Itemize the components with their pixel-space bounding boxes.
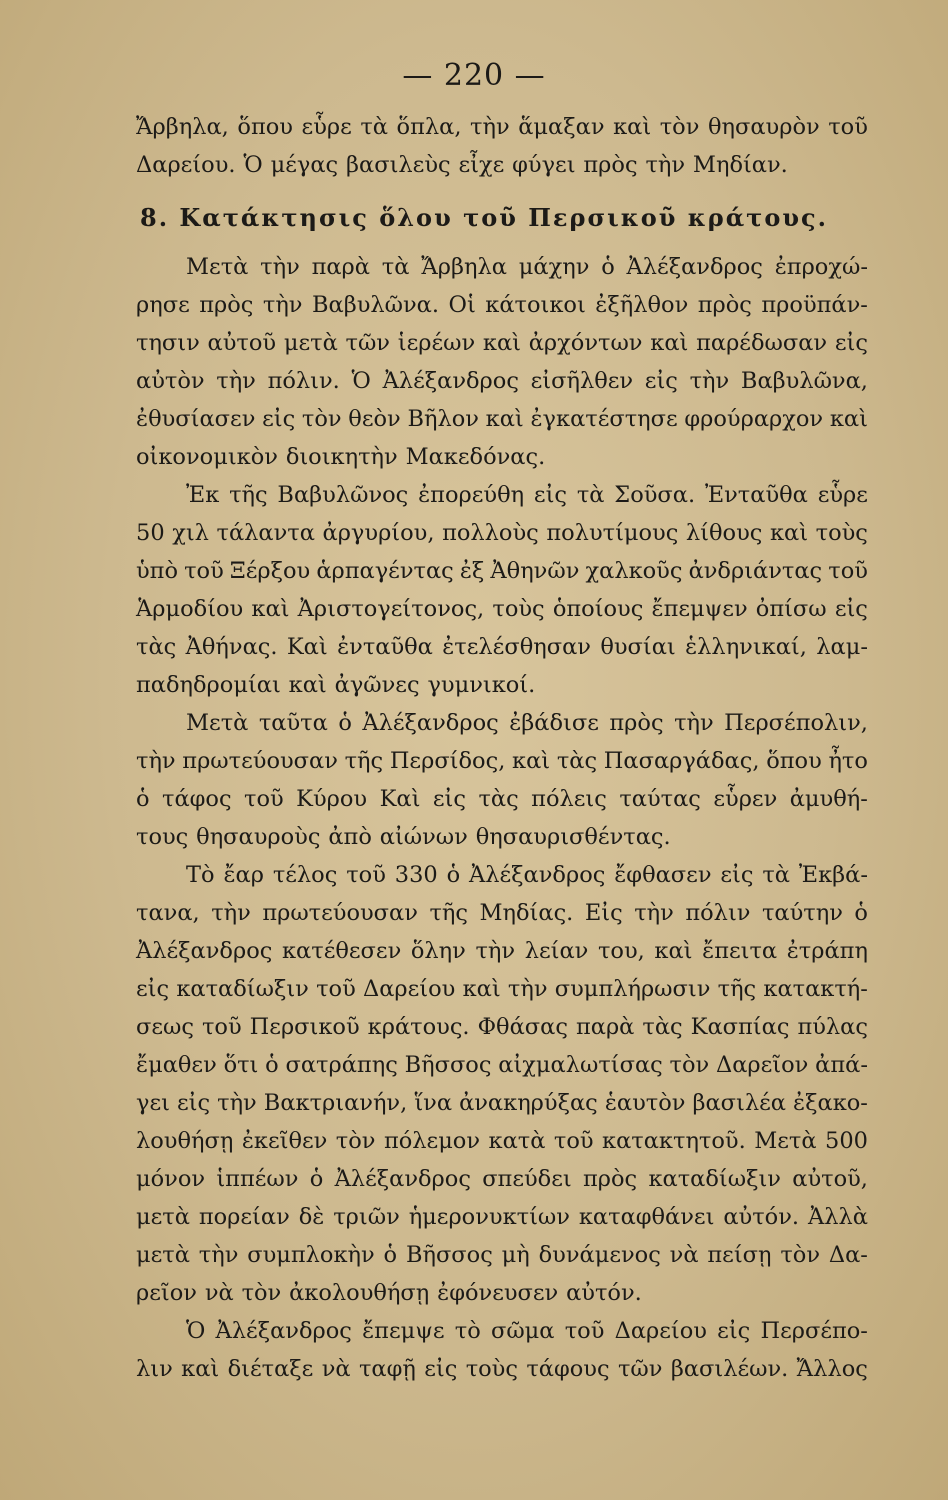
text-line: τὴν πρωτεύουσαν τῆς Περσίδος, καὶ τὰς Πασαργάδας, ὅπου ἦτο (136, 748, 868, 774)
text-line: εἰς καταδίωξιν τοῦ Δαρείου καὶ τὴν συμπλήρωσιν τῆς κατακτή- (136, 976, 868, 1002)
text-line: ὑπὸ τοῦ Ξέρξου ἁρπαγέντας ἐξ Ἀθηνῶν χαλκοῦς ἀνδριάντας τοῦ (136, 558, 868, 584)
text-line: τανα, τὴν πρωτεύουσαν τῆς Μηδίας. Εἰς τὴν πόλιν ταύτην ὁ (136, 900, 868, 926)
text-line: τησιν αὐτοῦ μετὰ τῶν ἱερέων καὶ ἀρχόντων καὶ παρέδωσαν εἰς (136, 330, 868, 356)
text-line: Μετὰ τὴν παρὰ τὰ Ἄρβηλα μάχην ὁ Ἀλέξανδρος ἐπροχώ- (186, 254, 868, 280)
text-line: λιν καὶ διέταξε νὰ ταφῇ εἰς τοὺς τάφους τῶν βασιλέων. Ἄλλος (136, 1356, 868, 1382)
text-line: Τὸ ἔαρ τέλος τοῦ 330 ὁ Ἀλέξανδρος ἔφθασεν εἰς τὰ Ἐκβά- (186, 862, 868, 888)
paragraph (136, 476, 868, 704)
text-line: Ἁρμοδίου καὶ Ἀριστογείτονος, τοὺς ὁποίους ἔπεμψεν ὀπίσω εἰς (136, 596, 868, 622)
text-line: Ἄρβηλα, ὅπου εὗρε τὰ ὅπλα, τὴν ἅμαξαν καὶ τὸν θησαυρὸν τοῦ (136, 114, 868, 140)
text-line: ρεῖον νὰ τὸν ἀκολουθήσῃ ἐφόνευσεν αὐτόν. (136, 1280, 642, 1306)
paragraph (136, 248, 868, 476)
text-line: Ἀλέξανδρος κατέθεσεν ὅλην τὴν λείαν του, καὶ ἔπειτα ἐτράπη (136, 938, 868, 964)
paragraph (136, 704, 868, 856)
text-line: 50 χιλ τάλαντα ἀργυρίου, πολλοὺς πολυτίμους λίθους καὶ τοὺς (136, 520, 868, 546)
section-title: 8. Κατάκτησις ὅλου τοῦ Περσικοῦ κράτους. (140, 203, 828, 232)
text-line: Ὁ Ἀλέξανδρος ἔπεμψε τὸ σῶμα τοῦ Δαρείου εἰς Περσέπο- (186, 1318, 868, 1344)
page-body (136, 108, 868, 1388)
text-line: παδηδρομίαι καὶ ἀγῶνες γυμνικοί. (136, 672, 536, 698)
text-line: ὁ τάφος τοῦ Κύρου Καὶ εἰς τὰς πόλεις ταύτας εὗρεν ἀμυθή- (136, 786, 868, 812)
text-line: ἔμαθεν ὅτι ὁ σατράπης Βῆσσος αἰχμαλωτίσας τὸν Δαρεῖον ἀπά- (136, 1052, 868, 1078)
text-line: αὐτὸν τὴν πόλιν. Ὁ Ἀλέξανδρος εἰσῆλθεν εἰς τὴν Βαβυλῶνα, (136, 368, 868, 394)
text-line: Δαρείου. Ὁ μέγας βασιλεὺς εἶχε φύγει πρὸς τὴν Μηδίαν. (136, 152, 788, 178)
paragraph (136, 856, 868, 1312)
text-line: λουθήσῃ ἐκεῖθεν τὸν πόλεμον κατὰ τοῦ κατακτητοῦ. Μετὰ 500 (136, 1128, 868, 1154)
text-line: Ἐκ τῆς Βαβυλῶνος ἐπορεύθη εἰς τὰ Σοῦσα. Ἐνταῦθα εὗρε (186, 482, 868, 508)
page-number-header: — 220 — (402, 58, 546, 93)
text-line: ρησε πρὸς τὴν Βαβυλῶνα. Οἱ κάτοικοι ἐξῆλθον πρὸς προϋπάν- (136, 292, 868, 318)
text-line: ἐθυσίασεν εἰς τὸν θεὸν Βῆλον καὶ ἐγκατέστησε φρούραρχον καὶ (136, 406, 868, 432)
text-line: σεως τοῦ Περσικοῦ κράτους. Φθάσας παρὰ τὰς Κασπίας πύλας (136, 1014, 868, 1040)
text-line: γει εἰς τὴν Βακτριανήν, ἵνα ἀνακηρύξας ἑαυτὸν βασιλέα ἐξακο- (136, 1090, 868, 1116)
text-line: Μετὰ ταῦτα ὁ Ἀλέξανδρος ἐβάδισε πρὸς τὴν Περσέπολιν, (186, 710, 868, 736)
text-line: μετὰ πορείαν δὲ τριῶν ἡμερονυκτίων καταφθάνει αὐτόν. Ἀλλὰ (136, 1204, 868, 1230)
text-line: οἰκονομικὸν διοικητὴν Μακεδόνας. (136, 444, 546, 470)
paragraph (136, 1312, 868, 1388)
text-line: μετὰ τὴν συμπλοκὴν ὁ Βῆσσος μὴ δυνάμενος νὰ πείσῃ τὸν Δα- (136, 1242, 868, 1268)
text-line: τὰς Ἀθήνας. Καὶ ἐνταῦθα ἐτελέσθησαν θυσίαι ἑλληνικαί, λαμ- (136, 634, 868, 660)
text-line: τους θησαυροὺς ἀπὸ αἰώνων θησαυρισθέντας. (136, 824, 671, 850)
text-line: μόνον ἱππέων ὁ Ἀλέξανδρος σπεύδει πρὸς καταδίωξιν αὐτοῦ, (136, 1166, 868, 1192)
